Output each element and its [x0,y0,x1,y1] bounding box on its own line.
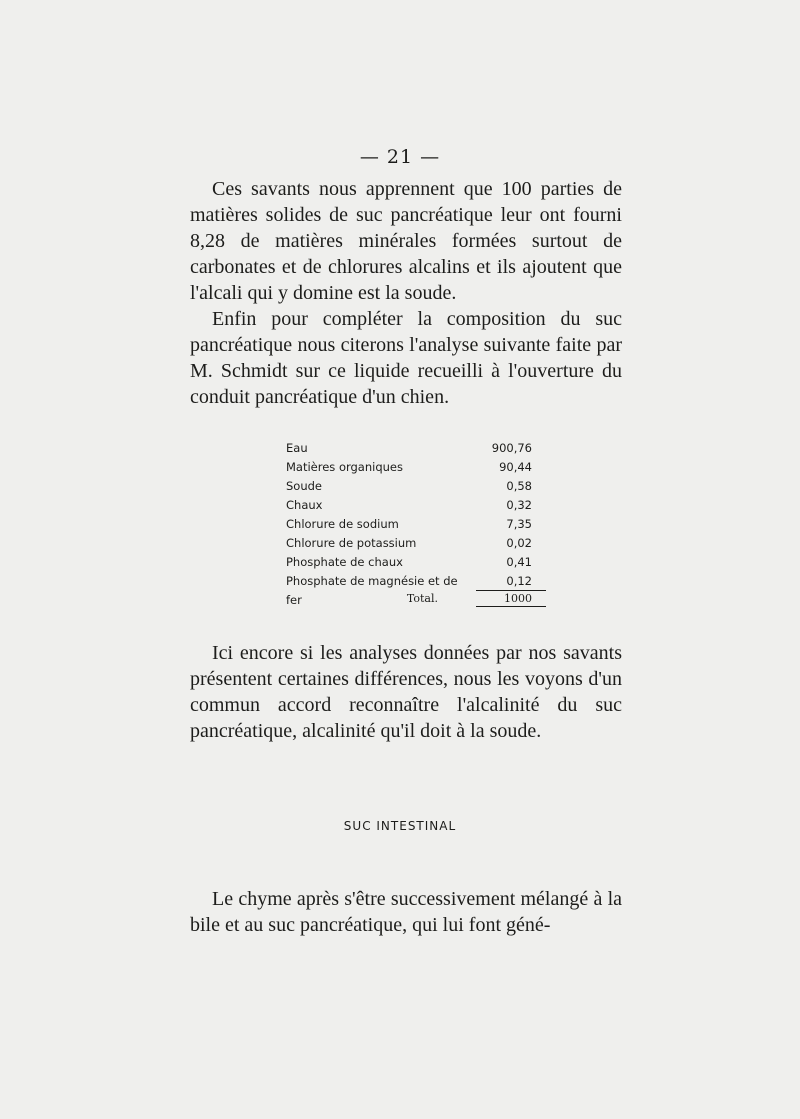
total-value: 1000 [476,591,546,607]
paragraph-1: Ces savants nous apprennent que 100 parties de matières solides de suc pancréatique leur ont fourni 8,28 de matières minérales formées surtout de carbonates et de chlorures alcalins et ils ajoutent que l'alcali qui y domine est la soude. [190,178,622,304]
row-label: Phosphate de magnésie et de fer [286,574,458,607]
row-label: Eau [286,441,308,455]
table-row [286,496,546,515]
row-value: 0,12 [476,572,546,591]
row-label: Chlorure de sodium [286,517,399,531]
row-label: Soude [286,479,322,493]
paragraph-4: Le chyme après s'être successivement mélangé à la bile et au suc pancréatique, qui lui font géné- [190,888,622,936]
analysis-table [286,439,546,607]
row-value: 0,32 [506,498,532,512]
row-label: Chaux [286,498,323,512]
total-label: Total. [406,592,438,605]
table-row [286,553,546,572]
row-label: Matières organiques [286,460,403,474]
total-row [286,591,546,607]
row-value: 7,35 [506,517,532,531]
page-number: — 21 — [359,146,441,168]
table-row [286,515,546,534]
table-row [286,439,546,458]
table-row [286,534,546,553]
row-label: Chlorure de potassium [286,536,417,550]
row-value: 0,02 [506,536,532,550]
row-value: 900,76 [491,441,532,455]
row-label: Phosphate de chaux [286,555,403,569]
section-title: SUC INTESTINAL [343,819,457,833]
table-row [286,458,546,477]
row-value: 0,58 [506,479,532,493]
row-value: 90,44 [499,460,532,474]
table-row [286,477,546,496]
row-value: 0,41 [506,555,532,569]
paragraph-3: Ici encore si les analyses données par nos savants présentent certaines différences, nous les voyons d'un commun accord reconnaître l'alcalinité du suc pancréatique, alcalinité qu'il doit à la soude. [190,642,622,742]
paragraph-2: Enfin pour compléter la composition du suc pancréatique nous citerons l'analyse suivante faite par M. Schmidt sur ce liquide recueilli à l'ouverture du conduit pancréatique d'un chien. [190,308,622,408]
